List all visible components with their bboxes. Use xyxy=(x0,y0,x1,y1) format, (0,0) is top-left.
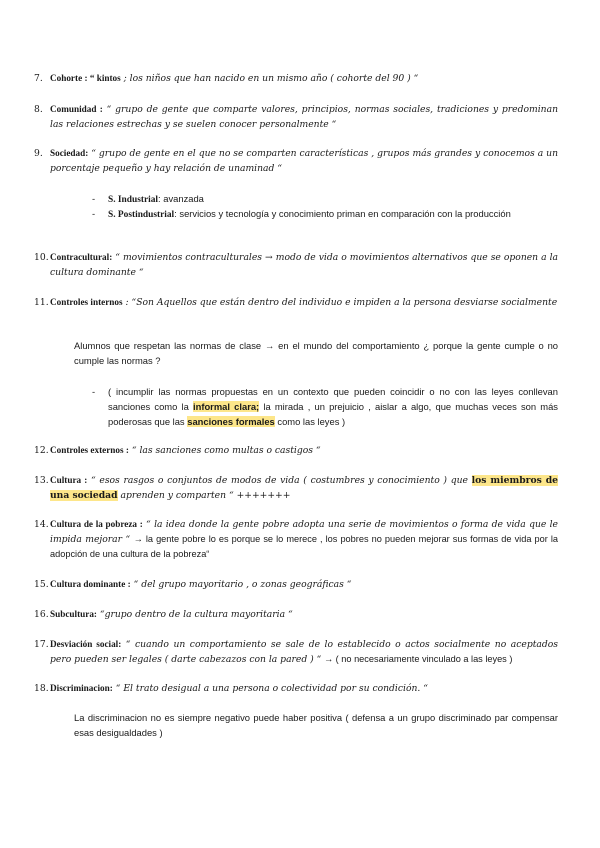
term: Controles externos : xyxy=(50,445,129,455)
item-number: 8. xyxy=(34,104,43,115)
definition: “ del grupo mayoritario , o zonas geográficas “ xyxy=(130,579,352,590)
item-comunidad xyxy=(34,102,558,132)
term: Sociedad: xyxy=(50,148,89,158)
list-item: - ( incumplir las normas propuestas en un contexto que pueden coincidir o no con las leyes conllevan sanciones como la informal clara; la mirada , un prejuicio , aislar a algo, que muchas veces son más poderosas que las sanciones formales como las leyes ) xyxy=(92,386,558,427)
item-number: 18. xyxy=(34,683,49,694)
item-controles-internos xyxy=(34,295,558,310)
controles-paragraph: Alumnos que respetan las normas de clase → en el mundo del comportamiento ¿ porque la gente cumple o no cumple las normas ? xyxy=(74,340,558,366)
definition: “ la idea donde la gente pobre adopta una serie de movimientos o forma de vida que le impida mejorar “ xyxy=(50,519,558,545)
item-number: 16. xyxy=(34,609,49,620)
item-contracultural xyxy=(34,250,558,280)
item-number: 7. xyxy=(34,73,43,84)
term: Contracultural: xyxy=(50,252,113,262)
item-subcultura xyxy=(34,607,558,622)
item-number: 10. xyxy=(34,252,49,263)
item-number: 17. xyxy=(34,639,49,650)
term: Cultura : xyxy=(50,475,88,485)
dash-bullet: - xyxy=(92,208,96,219)
bullet-term: S. Industrial xyxy=(108,195,159,205)
highlight-sanciones: sanciones formales xyxy=(187,416,275,427)
term: Cultura de la pobreza : xyxy=(50,519,143,529)
term-kintos: kintos xyxy=(96,73,121,83)
item-number: 13. xyxy=(34,475,49,486)
list-item xyxy=(92,206,558,223)
definition: “ cuando un comportamiento se sale de lo establecido o actos socialmente no aceptados pero pueden ser legales ( darte cabezazos con la pared ) “ xyxy=(50,639,558,665)
item-cultura: 13. Cultura : “ esos rasgos o conjuntos de modos de vida ( costumbres y conocimiento ) que los miembros de una sociedad aprenden y comparten “ +++++++ xyxy=(34,475,559,501)
definition: “ grupo de gente que comparte valores, principios, normas sociales, tradiciones y predominan las relaciones estrechas y se suelen conocer personalmente “ xyxy=(50,104,558,130)
item-desviacion-social: 17. Desviación social: “ cuando un comportamiento se sale de lo establecido o actos socialmente no aceptados pero pueden ser legales ( darte cabezazos con la pared ) “ → ( no necesariamente vinculado a las leyes ) xyxy=(34,639,558,665)
highlight-miembros: los miembros de una sociedad xyxy=(50,475,559,501)
item-number: 15. xyxy=(34,579,49,590)
term: Comunidad : xyxy=(50,104,103,114)
definition: “ grupo de gente en el que no se comparten características , grupos más grandes y conocemos a un porcentaje pequeño y hay relación de unaminad “ xyxy=(50,148,558,174)
item-sociedad xyxy=(34,146,558,176)
discriminacion-paragraph: La discriminacion no es siempre negativo puede haber positiva ( defensa a un grupo discriminado par compensar esas desigualdades ) xyxy=(74,712,558,738)
term: Discriminacion: xyxy=(50,683,113,693)
definition: ; los niños que han nacido en un mismo año ( cohorte del 90 ) “ xyxy=(120,73,419,84)
item-number: 12. xyxy=(34,445,49,456)
definition: : “Son Aquellos que están dentro del individuo e impiden a la persona desviarse socialmente xyxy=(122,297,558,308)
bullet-text: : avanzada xyxy=(158,193,204,204)
item-discriminacion xyxy=(34,681,558,696)
definition: “ El trato desigual a una persona o colectividad por su condición. “ xyxy=(112,683,428,694)
item-number: 11. xyxy=(34,297,49,308)
highlight-informal: informal clara; xyxy=(193,401,260,412)
item-controles-externos xyxy=(34,443,558,458)
item-number: 9. xyxy=(34,148,43,159)
definition: “ las sanciones como multas o castigos “ xyxy=(128,445,321,456)
term: Cohorte : xyxy=(50,73,88,83)
item-cultura-dominante xyxy=(34,577,558,592)
item-cohorte: 7. Cohorte : “ kintos ; los niños que han nacido en un mismo año ( cohorte del 90 ) “ xyxy=(34,73,419,84)
bullet-text: : servicios y tecnología y conocimiento priman en comparación con la producción xyxy=(174,208,511,219)
term: Cultura dominante : xyxy=(50,579,131,589)
dash-bullet: - xyxy=(92,386,96,397)
definition: “ movimientos contraculturales → modo de vida o movimientos alternativos que se oponen a la cultura dominante “ xyxy=(50,252,558,278)
definition: “grupo dentro de la cultura mayoritaria “ xyxy=(96,609,293,620)
item-cultura-pobreza: 14. Cultura de la pobreza : “ la idea donde la gente pobre adopta una serie de movimientos o forma de vida que le impida mejorar “ → la gente pobre lo es porque se lo merece , los pobres no pueden mejorar sus formas de vida por la adopción de una cultura de la pobreza“ xyxy=(34,519,558,559)
term: Desviación social: xyxy=(50,639,122,649)
term: Subcultura: xyxy=(50,609,97,619)
item-number: 14. xyxy=(34,519,49,530)
dash-bullet: - xyxy=(92,193,96,204)
definition: “ esos rasgos o conjuntos de modos de vida ( costumbres y conocimiento ) que xyxy=(90,475,472,486)
term: Controles internos xyxy=(50,297,123,307)
bullet-term: S. Postindustrial xyxy=(108,210,175,220)
